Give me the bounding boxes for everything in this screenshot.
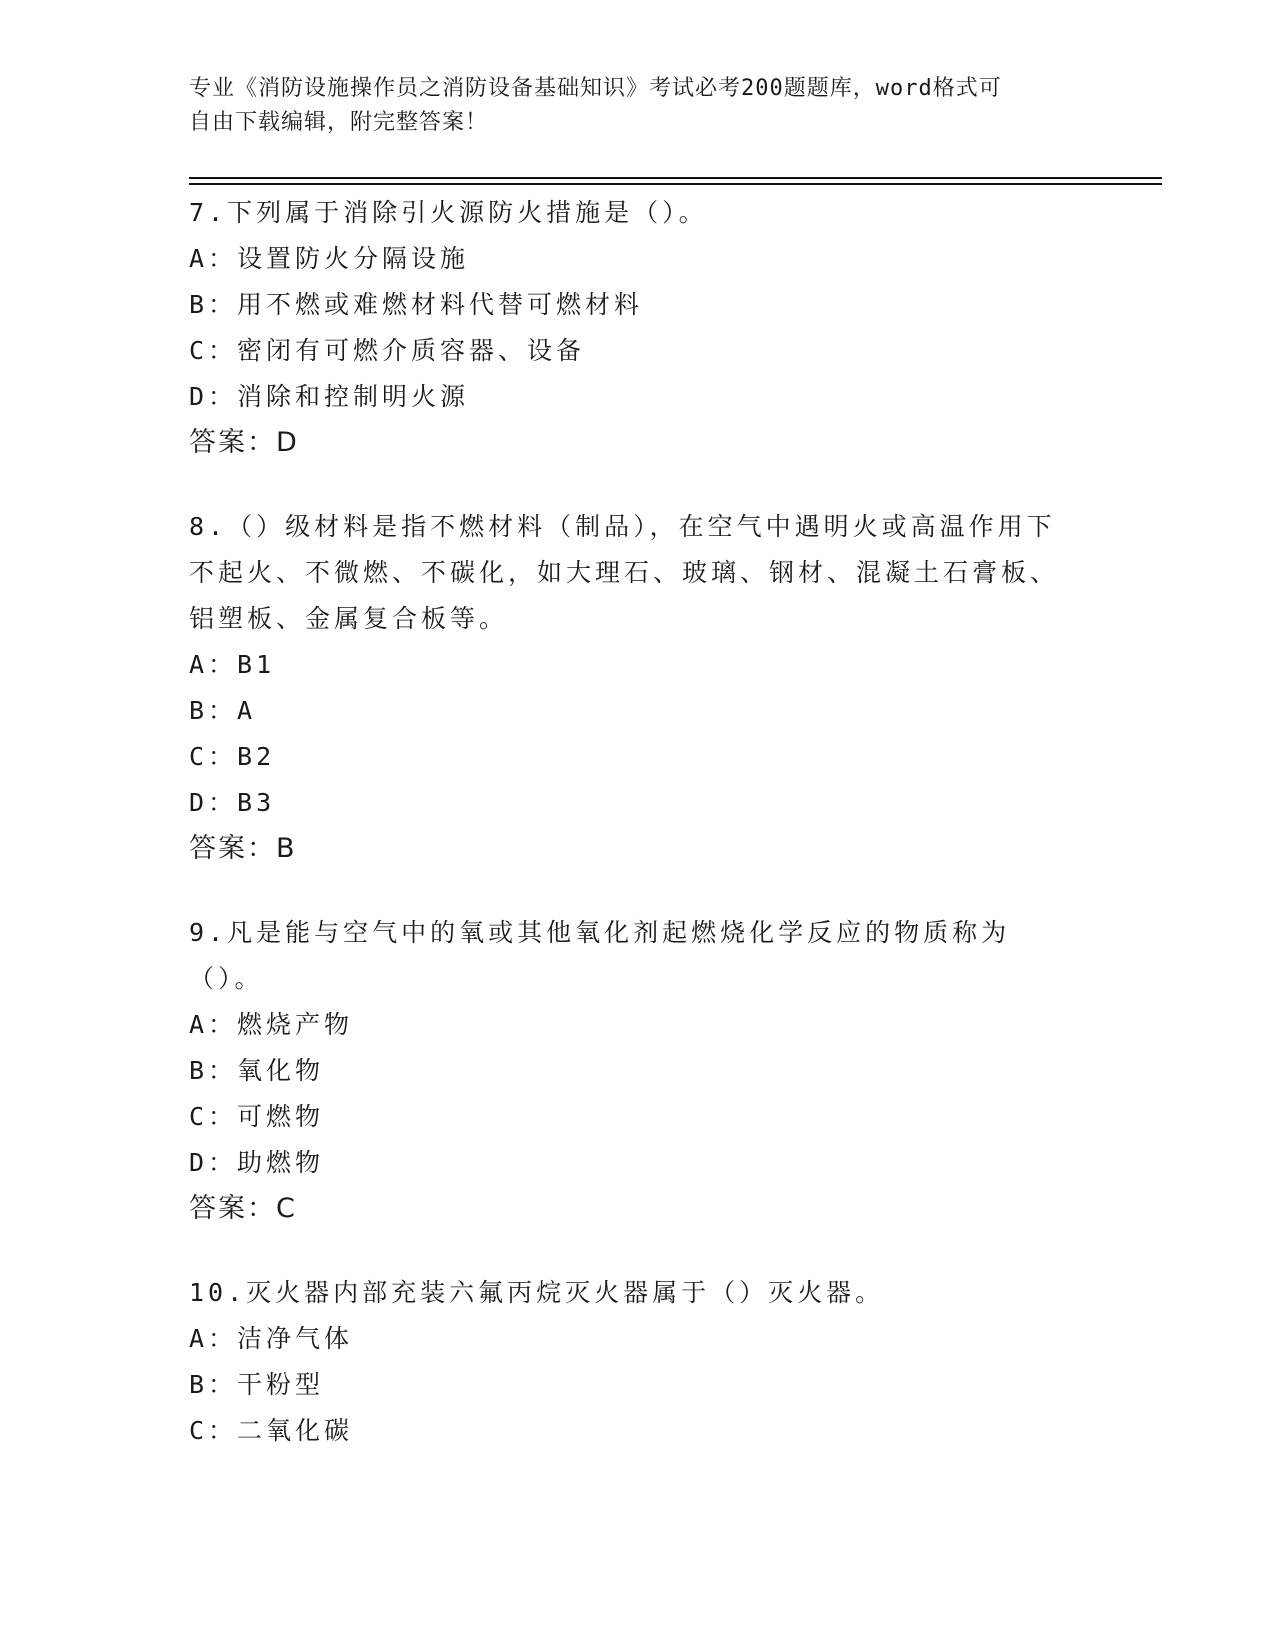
- header-intro-line-2: 自由下载编辑，附完整答案！: [189, 110, 489, 135]
- document-header: [189, 72, 1089, 140]
- option-b: B：氧化物: [189, 1056, 325, 1085]
- answer-label: 答案：C: [189, 1193, 297, 1224]
- question-stem: 7.下列属于消除引火源防火措施是（）。: [189, 198, 708, 227]
- option-a: A：燃烧产物: [189, 1010, 354, 1039]
- header-intro-line-1: 专业《消防设施操作员之消防设备基础知识》考试必考200题题库，word格式可: [189, 76, 1002, 101]
- question-stem: 8.（）级材料是指不燃材料（制品），在空气中遇明火或高温作用下不起火、不微燃、不碳化，如大理石、玻璃、钢材、混凝土石膏板、铝塑板、金属复合板等。: [189, 512, 1060, 633]
- question-7: [189, 190, 1069, 466]
- header-divider-top: [189, 177, 1162, 179]
- question-10: [189, 1270, 1069, 1454]
- question-list: [189, 190, 1069, 1492]
- answer-label: 答案：B: [189, 833, 297, 864]
- option-d: D：助燃物: [189, 1148, 325, 1177]
- question-stem: 10.灭火器内部充装六氟丙烷灭火器属于（）灭火器。: [189, 1278, 885, 1307]
- option-d: D：消除和控制明火源: [189, 382, 470, 411]
- option-b: B：A: [189, 696, 257, 725]
- option-a: A：设置防火分隔设施: [189, 244, 470, 273]
- answer-label: 答案：D: [189, 427, 299, 458]
- option-c: C：B2: [189, 742, 276, 771]
- question-9: [189, 910, 1069, 1232]
- question-stem: 9.凡是能与空气中的氧或其他氧化剂起燃烧化学反应的物质称为（）。: [189, 918, 1011, 993]
- question-8: [189, 504, 1069, 872]
- header-divider-bottom: [189, 183, 1162, 185]
- option-d: D：B3: [189, 788, 276, 817]
- option-a: A：洁净气体: [189, 1324, 354, 1353]
- option-b: B：干粉型: [189, 1370, 325, 1399]
- option-c: C：二氧化碳: [189, 1416, 354, 1445]
- option-c: C：密闭有可燃介质容器、设备: [189, 336, 586, 365]
- option-a: A：B1: [189, 650, 276, 679]
- option-c: C：可燃物: [189, 1102, 325, 1131]
- option-b: B：用不燃或难燃材料代替可燃材料: [189, 290, 644, 319]
